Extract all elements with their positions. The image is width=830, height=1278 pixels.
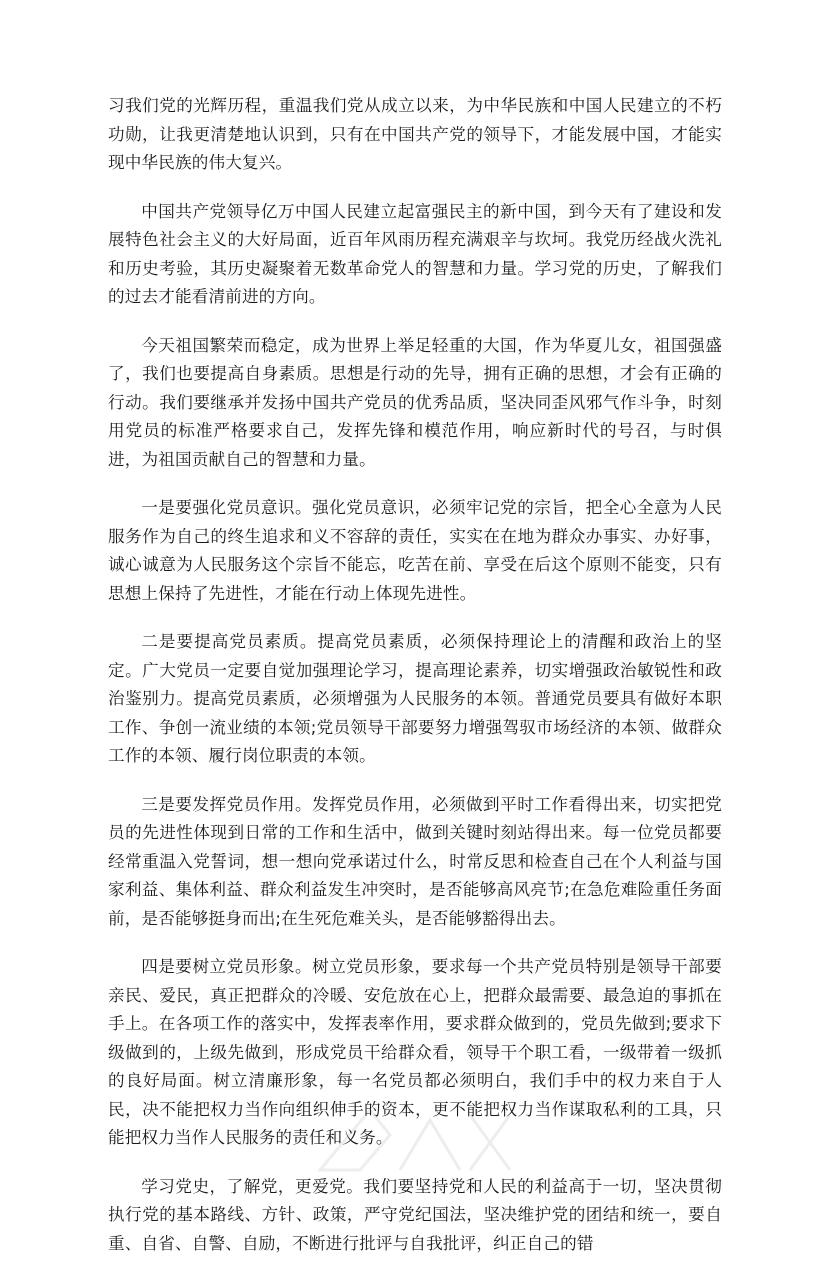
paragraph-7: 四是要树立党员形象。树立党员形象，要求每一个共产党员特别是领导干部要亲民、爱民，真正把群众的冷暖、安危放在心上，把群众最需要、最急迫的事抓在手上。在各项工作的落实中，发挥表率作用，要求群众做到的，党员先做到;要求下级做到的，上级先做到，形成党员干给群众看，领导干个职工看，一级带着一级抓的良好局面。树立清廉形象，每一名党员都必须明白，我们手中的权力来自于人民，决不能把权力当作向组织伸手的资本，更不能把权力当作谋取私利的工具，只能把权力当作人民服务的责任和义务。 xyxy=(108,957,722,1147)
paragraph-1: 习我们党的光辉历程，重温我们党从成立以来，为中华民族和中国人民建立的不朽功勋，让我更清楚地认识到，只有在中国共产党的领导下，才能发展中国，才能实现中华民族的伟大复兴。 xyxy=(108,96,722,172)
paragraph-4: 一是要强化党员意识。强化党员意识，必须牢记党的宗旨，把全心全意为人民服务作为自己的终生追求和义不容辞的责任，实实在在地为群众办事实、办好事，诚心诚意为人民服务这个宗旨不能忘，吃苦在前、享受在后这个原则不能变，只有思想上保持了先进性，才能在行动上体现先进性。 xyxy=(108,498,722,603)
paragraph-5: 二是要提高党员素质。提高党员素质，必须保持理论上的清醒和政治上的坚定。广大党员一定要自觉加强理论学习，提高理论素养，切实增强政治敏锐性和政治鉴别力。提高党员素质，必须增强为人民服务的本领。普通党员要具有做好本职工作、争创一流业绩的本领;党员领导干部要努力增强驾驭市场经济的本领、做群众工作的本领、履行岗位职责的本领。 xyxy=(108,632,722,765)
paragraph-6: 三是要发挥党员作用。发挥党员作用，必须做到平时工作看得出来，切实把党员的先进性体现到日常的工作和生活中，做到关键时刻站得出来。每一位党员都要经常重温入党誓词，想一想向党承诺过什么，时常反思和检查自己在个人利益与国家利益、集体利益、群众利益发生冲突时，是否能够高风亮节;在急危难险重任务面前，是否能够挺身而出;在生死危难关头，是否能够豁得出去。 xyxy=(108,794,722,928)
paragraph-2: 中国共产党领导亿万中国人民建立起富强民主的新中国，到今天有了建设和发展特色社会主义的大好局面，近百年风雨历程充满艰辛与坎坷。我党历经战火洗礼和历史考验，其历史凝聚着无数革命党人的智慧和力量。学习党的历史，了解我们的过去才能看清前进的方向。 xyxy=(108,201,722,306)
paragraph-8: 学习党史，了解党，更爱党。我们要坚持党和人民的利益高于一切，坚决贯彻执行党的基本路线、方针、政策，严守党纪国法，坚决维护党的团结和统一，要自重、自省、自警、自励，不断进行批评与自我批评，纠正自己的错 xyxy=(108,1176,722,1253)
document-body xyxy=(108,92,722,1278)
paragraph-3: 今天祖国繁荣而稳定，成为世界上举足轻重的大国，作为华夏儿女，祖国强盛了，我们也要提高自身素质。思想是行动的先导，拥有正确的思想，才会有正确的行动。我们要继承并发扬中国共产党员的优秀品质，坚决同歪风邪气作斗争，时刻用党员的标准严格要求自己，发挥先锋和模范作用，响应新时代的号召，与时俱进，为祖国贡献自己的智慧和力量。 xyxy=(108,335,722,469)
